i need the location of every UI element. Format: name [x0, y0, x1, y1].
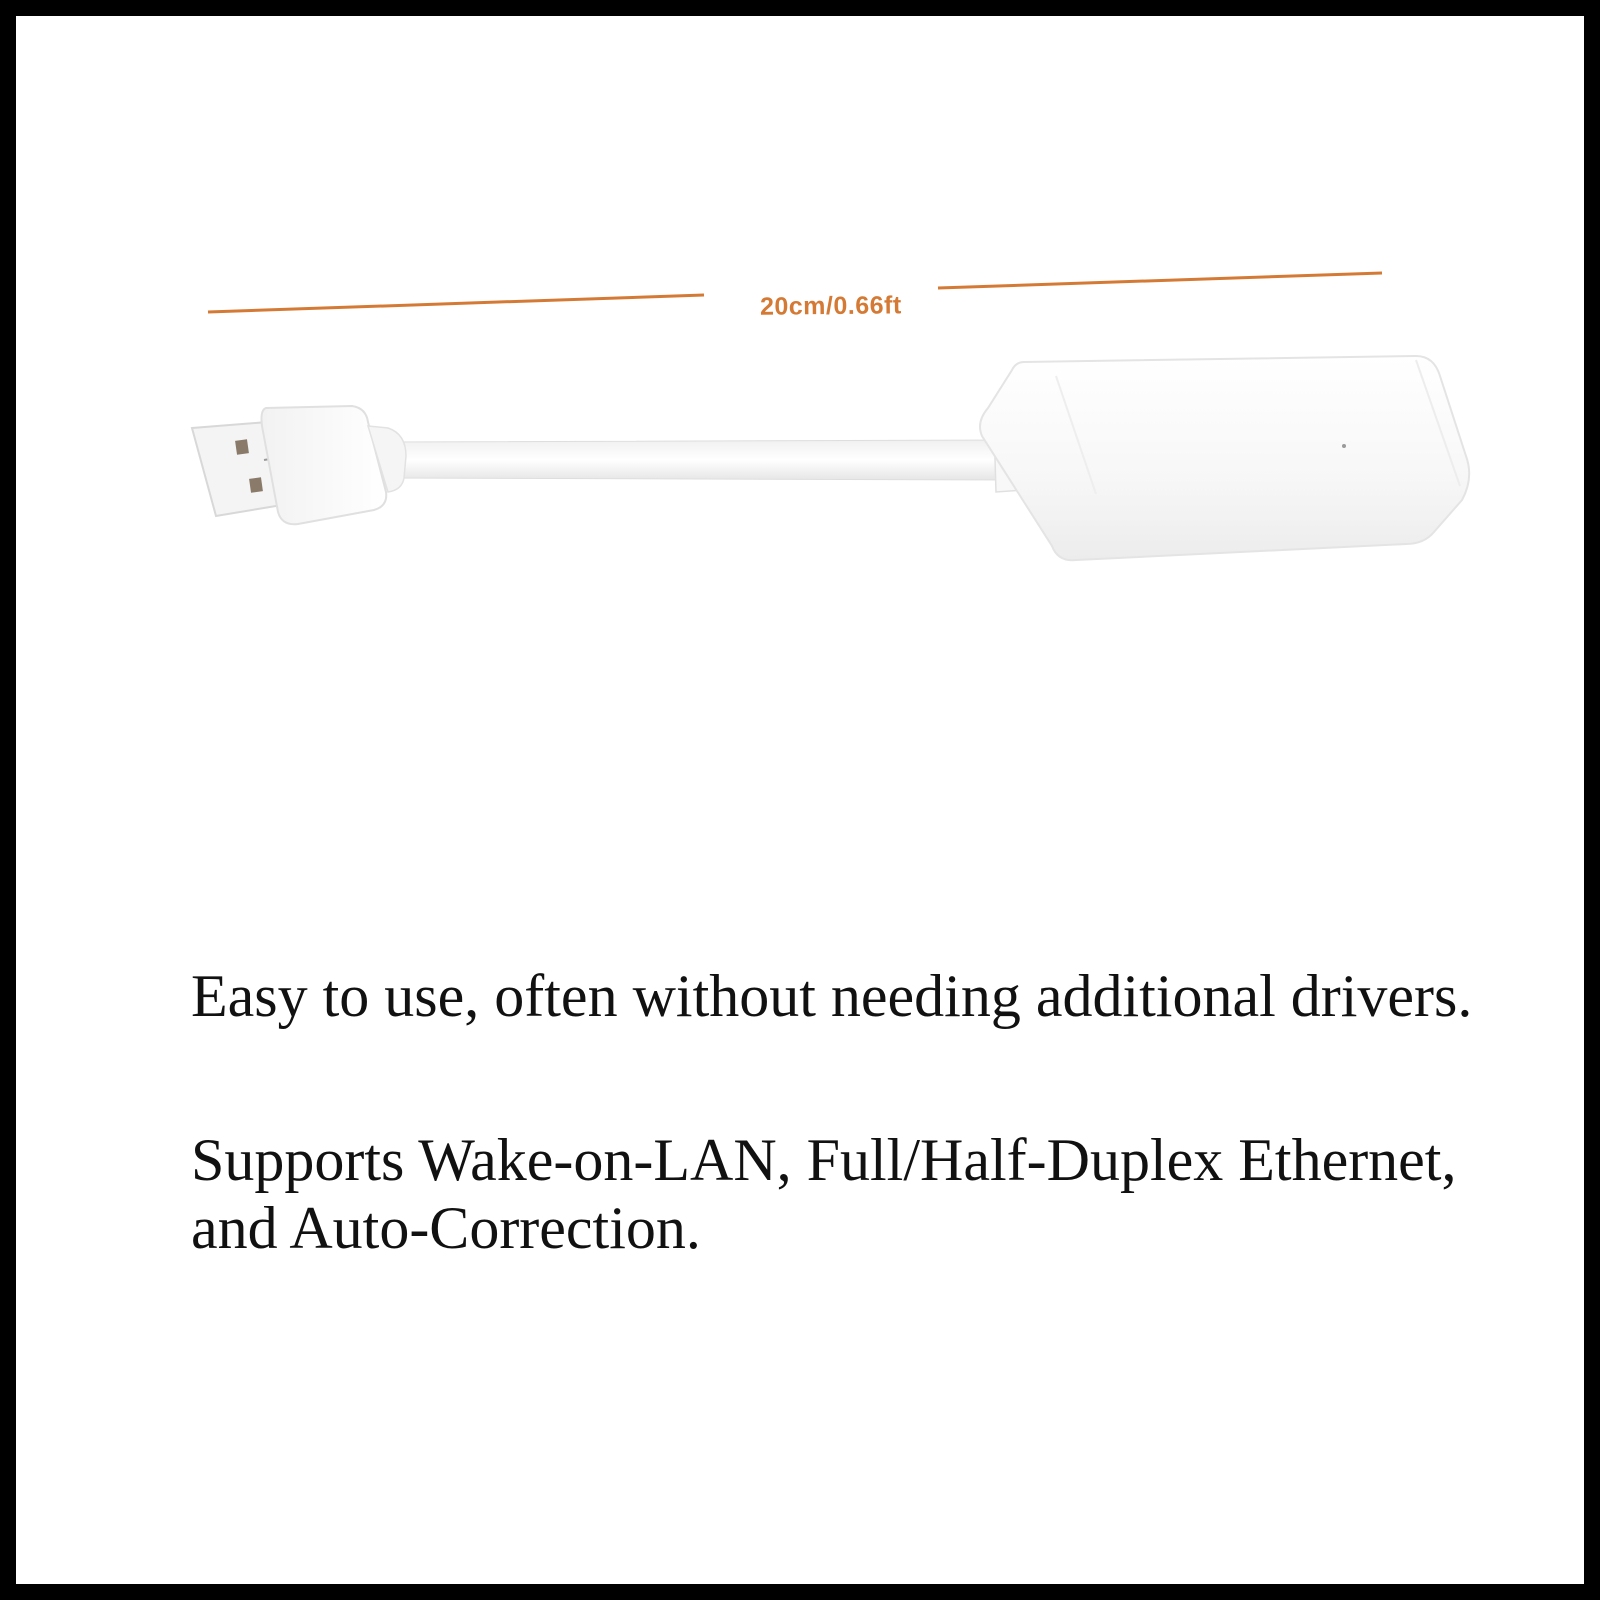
dimension-line-right: [938, 273, 1382, 288]
caption-easy-to-use: Easy to use, often without needing additional drivers.: [191, 963, 1473, 1029]
dimension-line-left: [208, 295, 704, 312]
cable: [356, 440, 1016, 480]
ethernet-adapter-body-icon: [980, 356, 1469, 560]
product-image-panel: [16, 16, 1584, 1584]
caption-features: Supports Wake-on-LAN, Full/Half-Duplex Ethernet, and Auto-Correction.: [191, 1127, 1457, 1261]
product-illustration: [16, 16, 1584, 716]
usb-plug-icon: [192, 406, 406, 524]
length-measurement-label: 20cm/0.66ft: [759, 291, 902, 321]
